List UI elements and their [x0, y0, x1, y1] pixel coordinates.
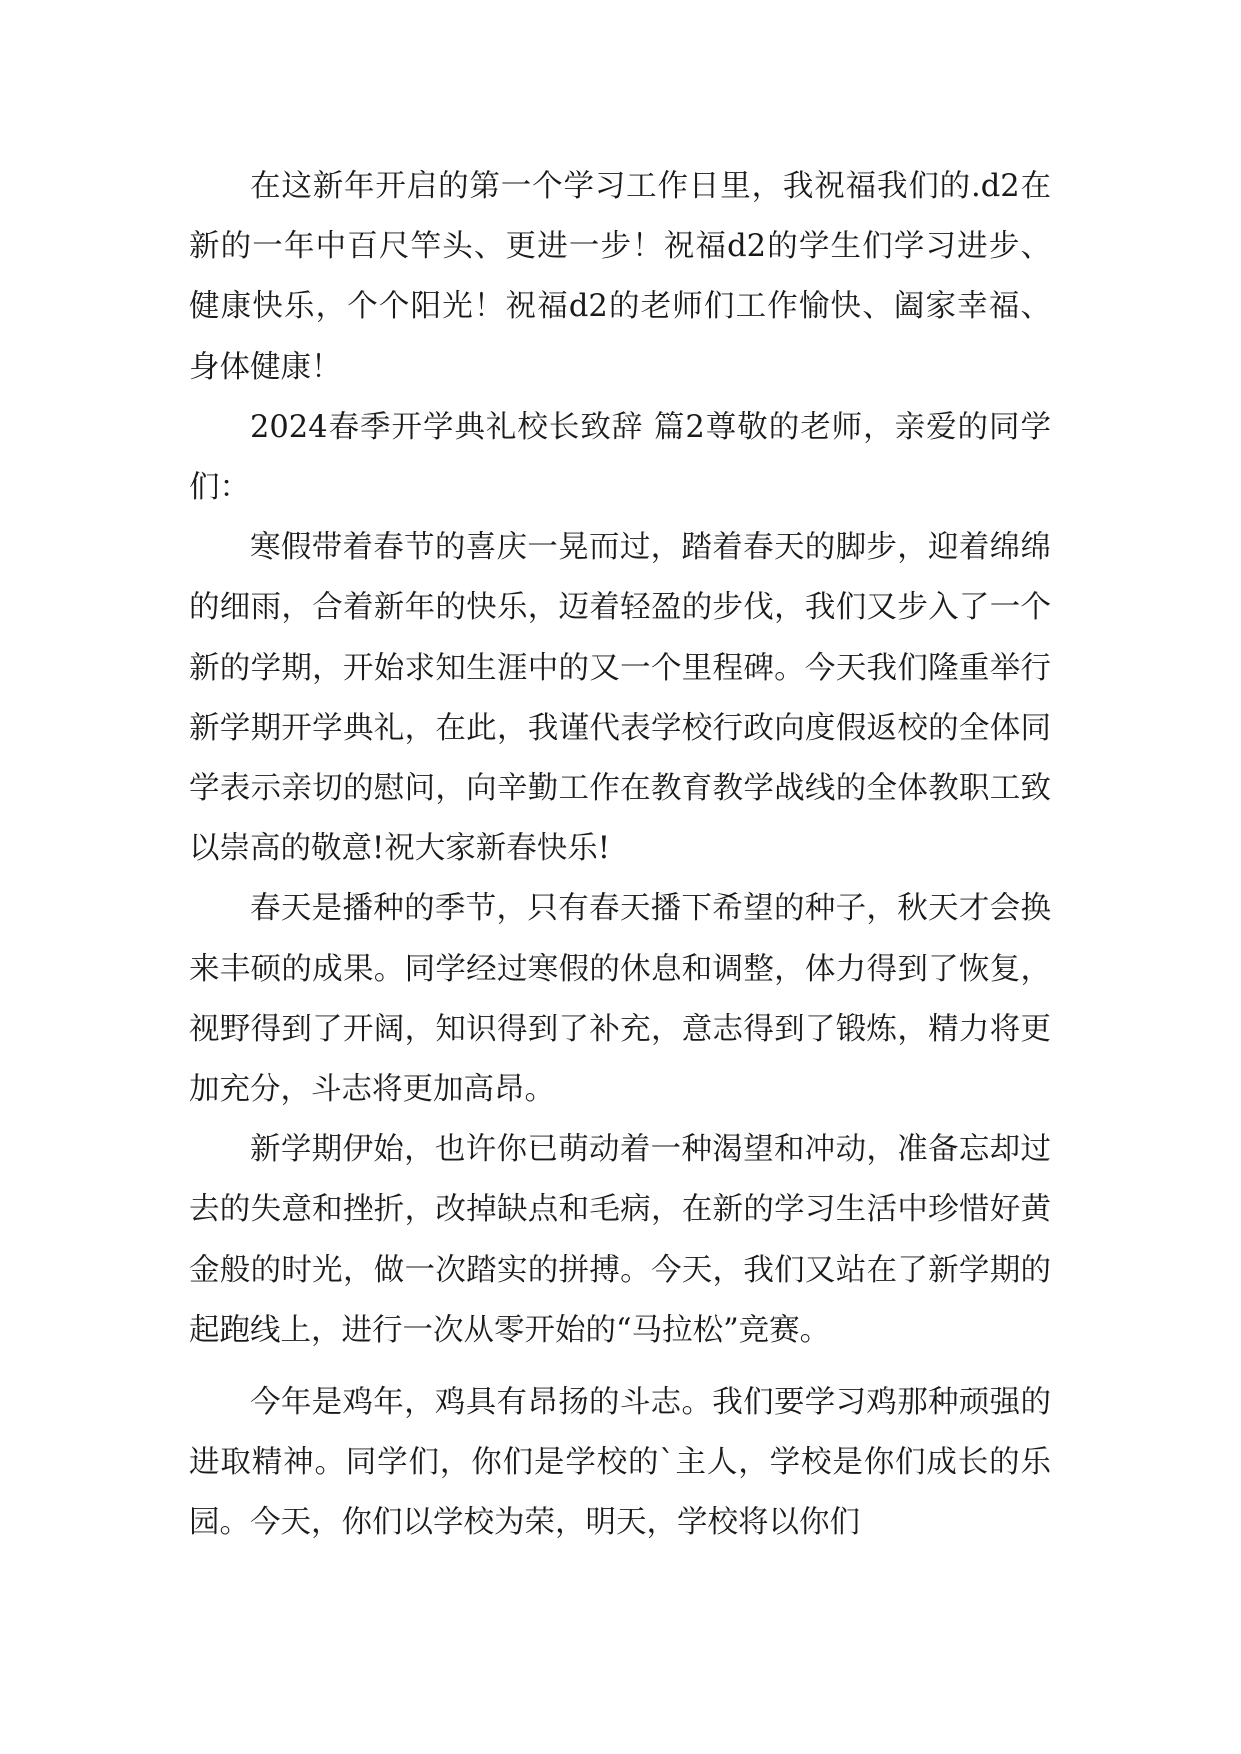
paragraph-spring-sowing: 春天是播种的季节，只有春天播下希望的种子，秋天才会换来丰硕的成果。同学经过寒假的休息和调整，体力得到了恢复，视野得到了开阔，知识得到了补充，意志得到了锻炼，精力将更加充分，斗志将更加高昂。: [189, 891, 1051, 1108]
paragraph-blessing: 在这新年开启的第一个学习工作日里，我祝福我们的.d2在新的一年中百尺竿头、更进一步！祝福d2的学生们学习进步、健康快乐，个个阳光！祝福d2的老师们工作愉快、阖家幸福、身体健康！: [189, 169, 1051, 385]
paragraph-new-semester: 新学期伊始，也许你已萌动着一种渴望和冲动，准备忘却过去的失意和挫折，改掉缺点和毛病，在新的学习生活中珍惜好黄金般的时光，做一次踏实的拼搏。今天，我们又站在了新学期的起跑线上，进行一次从零开始的“马拉松”竞赛。: [189, 1132, 1051, 1348]
paragraph-year-of-rooster: 今年是鸡年，鸡具有昂扬的斗志。我们要学习鸡那种顽强的进取精神。同学们，你们是学校的`主人，学校是你们成长的乐园。今天，你们以学校为荣，明天，学校将以你们: [189, 1385, 1051, 1541]
paragraph-speech-heading: 2024春季开学典礼校长致辞 篇2尊敬的老师，亲爱的同学们：: [189, 409, 1051, 506]
paragraph-winter-break: 寒假带着春节的喜庆一晃而过，踏着春天的脚步，迎着绵绵的细雨，合着新年的快乐，迈着轻盈的步伐，我们又步入了一个新的学期，开始求知生涯中的又一个里程碑。今天我们隆重举行新学期开学典礼，在此，我谨代表学校行政向度假返校的全体同学表示亲切的慰问，向辛勤工作在教育教学战线的全体教职工致以崇高的敬意!祝大家新春快乐!: [189, 530, 1051, 867]
document-body: [189, 157, 1051, 1554]
